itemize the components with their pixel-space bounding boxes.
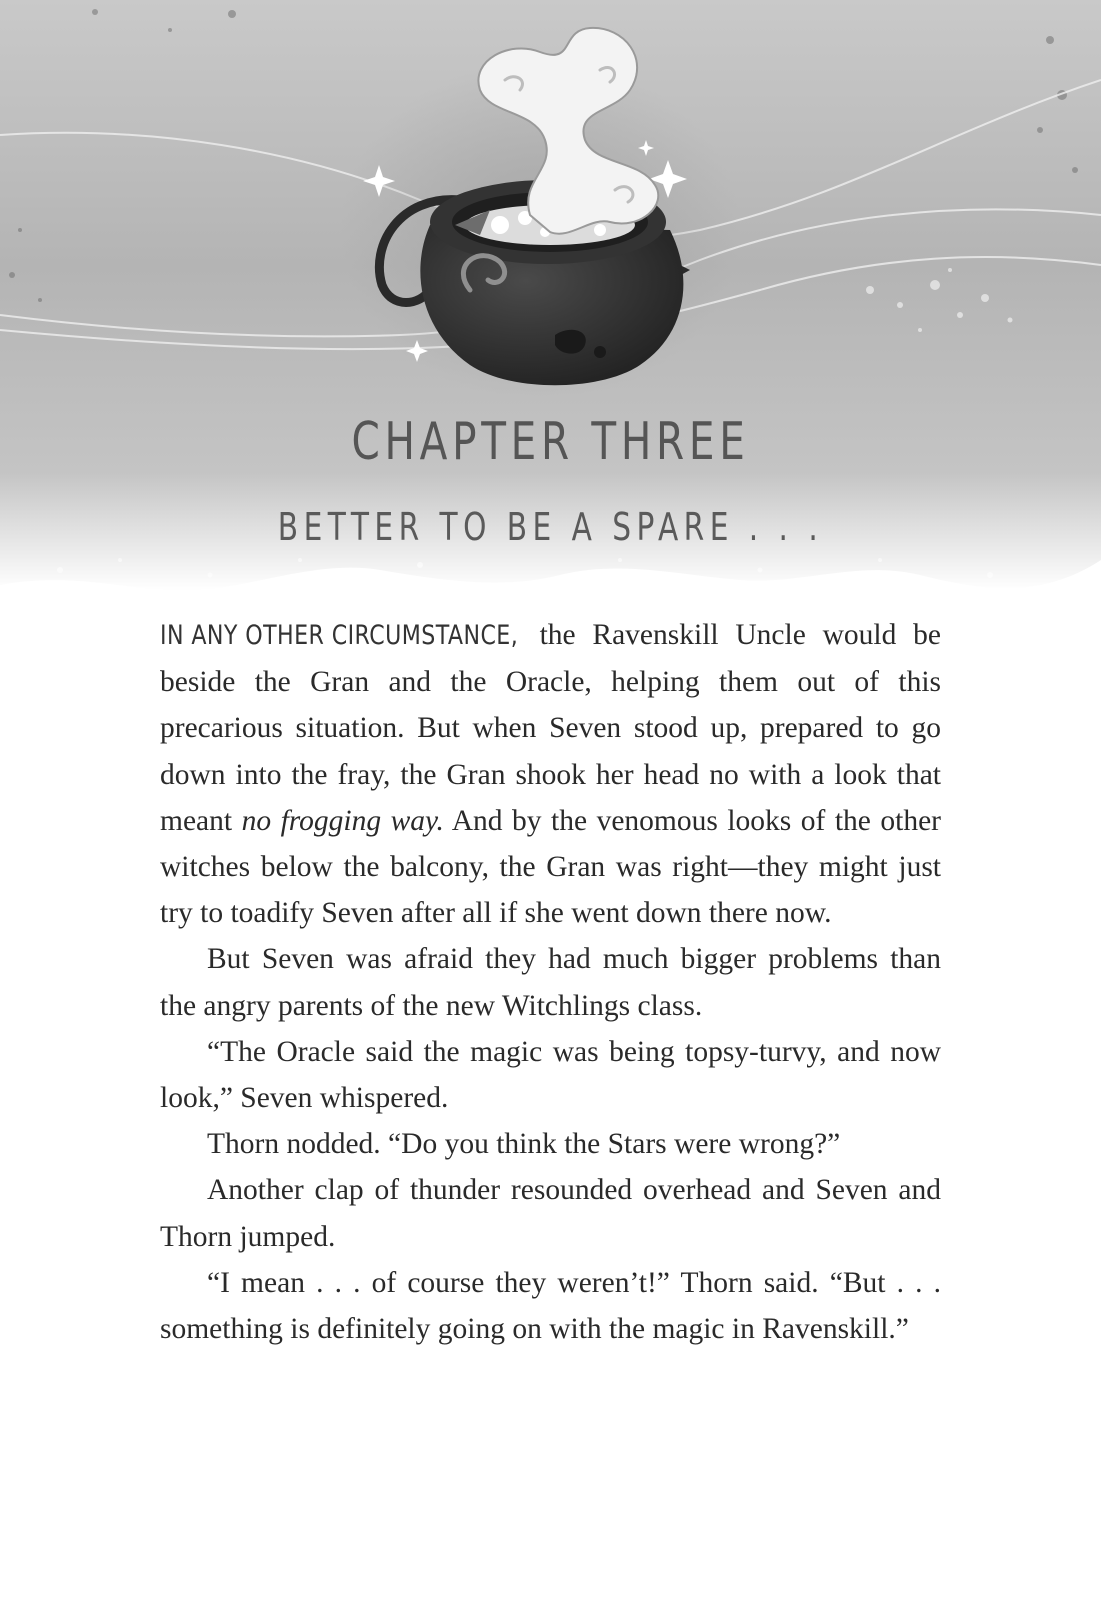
chapter-subtitle: BETTER TO BE A SPARE . . . (277, 505, 824, 549)
paragraph: “The Oracle said the magic was being topsy-turvy, and now look,” Seven whispered. (160, 1035, 941, 1115)
chapter-title: CHAPTER THREE (351, 412, 750, 472)
paragraph: Another clap of thunder resounded overhead and Seven and Thorn jumped. (160, 1174, 941, 1253)
paragraph: Thorn nodded. “Do you think the Stars were wrong?” (207, 1128, 841, 1161)
paragraph (160, 612, 941, 936)
lead-in-text: IN ANY OTHER CIRCUMSTANCE, (160, 620, 519, 651)
paragraph: But Seven was afraid they had much bigger problems than the angry parents of the new Witchlings class. (160, 943, 941, 1022)
italic-text: no frogging way. (241, 804, 444, 837)
paragraph-text: the Ravenskill Uncle would be beside the Gran and the Oracle, helping them out of this precarious situation. But when Seven stood up, prepared to go down into the fray, the Gran shook her head no with a look that meant (160, 619, 941, 837)
paragraph: “I mean . . . of course they weren’t!” Thorn said. “But . . . something is definitely going on with the magic in Ravenskill.” (160, 1266, 941, 1346)
chapter-body (160, 612, 941, 1352)
paragraph-text: And by the venomous looks of the other witches below the balcony, the Gran was right—they might just try to toadify Seven after all if she went down there now. (160, 804, 941, 930)
